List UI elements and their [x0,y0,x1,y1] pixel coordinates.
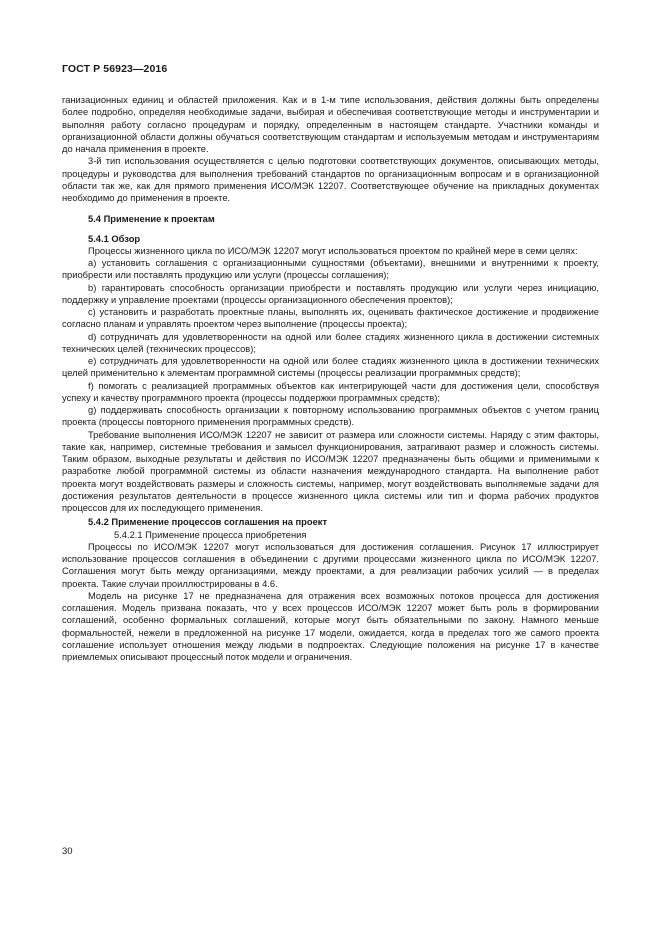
document-body [62,94,599,663]
section-gap [62,226,599,231]
list-item-b: b) гарантировать способность организации приобрести и поставлять продукцию или услуги через инициацию, поддержку и управление проектами (процессы организационного обеспечения проектов); [62,282,599,305]
list-item-f: f) помогать с реализацией программных объектов как интегрирующей части для достижения цели, способствуя успеху и качеству программного проекта (процессы поддержки программных средств); [62,380,599,403]
page-number: 30 [62,846,73,857]
list-item-d: d) сотрудничать для удовлетворенности на одной или более стадиях жизненного цикла в достижении системных технических целей (технических процессов); [62,331,599,354]
paragraph-overview-closing: Требование выполнения ИСО/МЭК 12207 не зависит от размера или сложности системы. Наряду с этим факторы, такие как, например, системные требования и замысел функционирования, затрагивают размер и сложность системы. Таким образом, выходные результаты и действия по ИСО/МЭК 12207 предназначены быть общими и применимыми к разработке любой программной системы из области назначения международного стандарта. На выполнение работ проекта могут воздействовать размеры и сложность системы, например, могут воздействовать выполняемые задачи для достижения результатов деятельности в процессе жизненного цикла системы или тип и форма рабочих продуктов процессов для их последующего применения. [62,429,599,513]
document-header: ГОСТ Р 56923—2016 [62,63,168,75]
paragraph-type3-usage: 3-й тип использования осуществляется с целью подготовки соответствующих документов, описывающих методы, процедуры и руководства для выполнения требований стандартов по организационным вопросам и в организационной области так же, как для прямого применения ИСО/МЭК 12207. Соответствующее обучение на прикладных документах необходимо до применения в проекте. [62,156,599,203]
subsection-heading-5-4-2-1: 5.4.2.1 Применение процесса приобретения [114,529,307,540]
list-item-c: c) установить и разработать проектные планы, выполнять их, оценивать фактическое достижение и продвижение согласно планам и управлять проектом через выполнение (процессы проекта); [62,307,599,330]
list-item-e: e) сотрудничать для удовлетворенности на одной или более стадиях жизненного цикла в достижении технических целей применительно к элементам программной системы (процессы реализации программных средств); [62,356,599,379]
section-heading-5-4-1: 5.4.1 Обзор [88,233,141,244]
section-heading-5-4: 5.4 Применение к проектам [88,214,215,225]
paragraph-acquisition-2: Модель на рисунке 17 не предназначена для отражения всех возможных потоков процесса для достижения соглашения. Модель призвана показать, что у всех процессов ИСО/МЭК 12207 может быть роль в формировании соглашений, особенно формальных соглашений, которые могут быть обязательными по закону. Намного меньше формальностей, нежели в предложенной на рисунке 17 модели, ожидается, когда в пределах того же самого проекта соглашение использует отношения между людьми в подпроектах. Следующие положения на рисунке 17 в качестве приемлемых описывают процессный поток модели и ограничения. [62,590,599,662]
paragraph-acquisition-1: Процессы по ИСО/МЭК 12207 могут использоваться для достижения соглашения. Рисунок 17 иллюстрирует использование процессов соглашения в объединении с другими процессами жизненного цикла по ИСО/МЭК 12207. Соглашения могут быть между организациями, между проектами, а для реализации рабочих усилий — в пределах проекта. Такие случаи проиллюстрированы в 4.6. [62,541,599,589]
section-gap [62,204,599,209]
paragraph-continuation: ганизационных единиц и областей приложения. Как и в 1-м типе использования, действия должны быть определены более подробно, определяя необходимые задачи, выбирая и обеспечивая соответствующие методы и инструментарии и выполняя работу согласно процедурам и порядку, определенным в настоящем стандарте. Участники команды и организационной области должны обучаться соответствующим стандартам и используемым методам и инструментариям до начала применения в проекте. [62,95,599,154]
list-item-g: g) поддерживать способность организации к повторному использованию программных объектов с учетом границ проекта (процессы повторного применения программных средств). [62,405,599,428]
paragraph-overview-intro: Процессы жизненного цикла по ИСО/МЭК 12207 могут использоваться проектом по крайней мере в семи целях: [88,245,578,256]
section-heading-5-4-2: 5.4.2 Применение процессов соглашения на проект [88,517,328,528]
list-item-a: a) установить соглашения с организационными сущностями (объектами), внешними и внутренними к проекту, приобрести или поставлять продукцию или услуги (процессы соглашения); [62,258,599,281]
